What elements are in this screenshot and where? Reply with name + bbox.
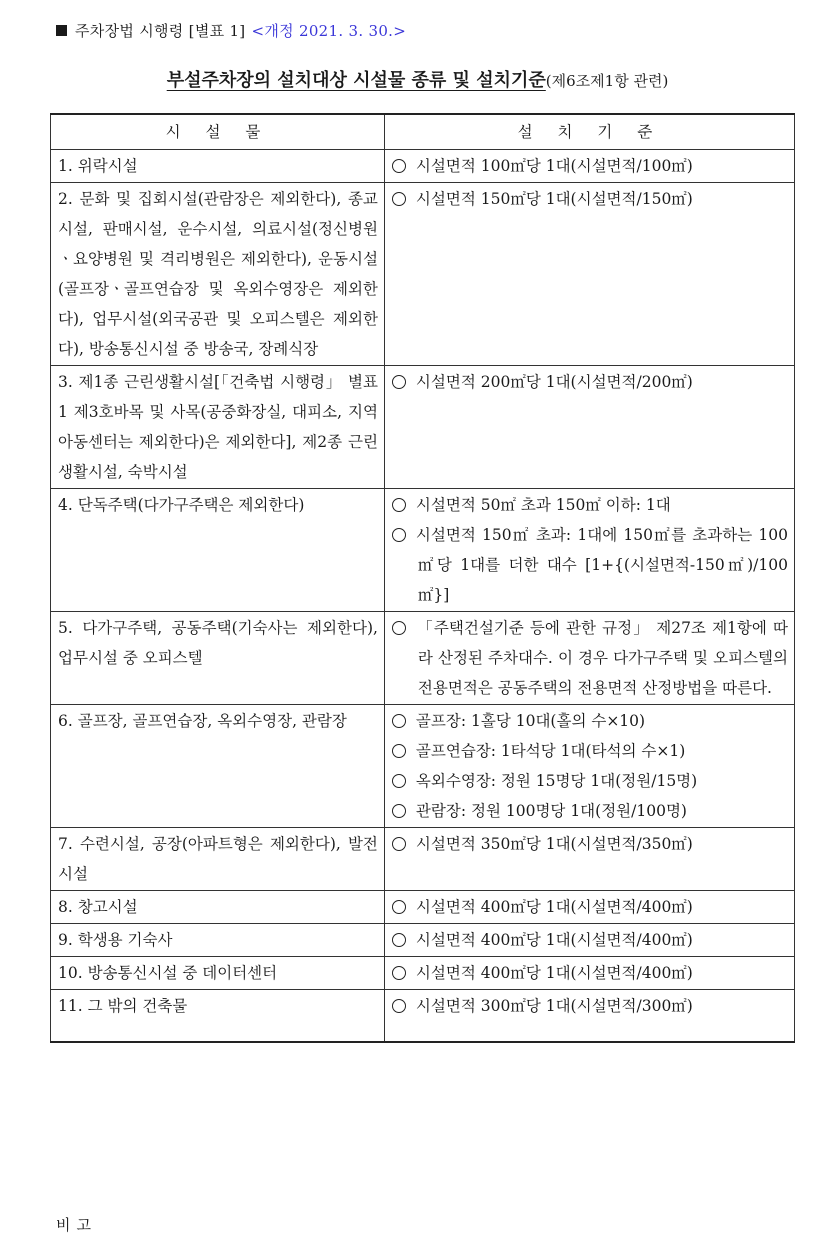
standard-item (392, 490, 788, 520)
standard-item (392, 991, 788, 1021)
facility-text: 2. 문화 및 집회시설(관람장은 제외한다), 종교시설, 판매시설, 운수시설, 의료시설(정신병원ㆍ요양병원 및 격리병원은 제외한다), 운동시설(골프장ㆍ골프연습장 및 옥외수영장은 제외한다), 업무시설(외국공관 및 오피스텔은 제외한다), 방송통신시설 중 방송국, 장례식장 (58, 190, 378, 358)
facility-text: 3. 제1종 근린생활시설[「건축법 시행령」 별표 1 제3호바목 및 사목(공중화장실, 대피소, 지역아동센터는 제외한다)은 제외한다], 제2종 근린생활시설, 숙박시설 (58, 373, 378, 481)
standard-cell (384, 612, 794, 705)
parking-standards-table (50, 113, 795, 1043)
table-row (51, 924, 795, 957)
standard-text: 시설면적 300㎡당 1대(시설면적/300㎡) (415, 997, 693, 1015)
standard-cell (384, 489, 794, 612)
standard-item (392, 184, 788, 214)
facility-text: 8. 창고시설 (58, 898, 138, 916)
standard-cell (384, 150, 794, 183)
table-row (51, 891, 795, 924)
standard-item (392, 796, 788, 826)
facility-cell (51, 990, 385, 1042)
column-header-facility: 시 설 물 (51, 114, 385, 150)
circle-bullet-icon (392, 621, 406, 635)
standard-cell (384, 828, 794, 891)
standard-text: 옥외수영장: 정원 15명당 1대(정원/15명) (415, 772, 698, 790)
table-row (51, 489, 795, 612)
facility-cell (51, 366, 385, 489)
standard-item (392, 925, 788, 955)
facility-cell (51, 705, 385, 828)
column-header-standard: 설 치 기 준 (384, 114, 794, 150)
standard-text: 골프연습장: 1타석당 1대(타석의 수×1) (415, 742, 686, 760)
standard-cell (384, 924, 794, 957)
standard-item (392, 736, 788, 766)
law-name: 주차장법 시행령 [별표 1] (75, 22, 246, 40)
facility-cell (51, 183, 385, 366)
table-row (51, 705, 795, 828)
facility-text: 7. 수련시설, 공장(아파트형은 제외한다), 발전시설 (58, 835, 378, 883)
standard-item (392, 367, 788, 397)
circle-bullet-icon (392, 744, 406, 758)
remarks-label: 비고 (56, 1216, 97, 1234)
page-subtitle: (제6조제1항 관련) (545, 72, 669, 90)
standard-text: 관람장: 정원 100명당 1대(정원/100명) (415, 802, 687, 820)
circle-bullet-icon (392, 159, 406, 173)
table-row (51, 183, 795, 366)
table-row (51, 957, 795, 990)
circle-bullet-icon (392, 900, 406, 914)
table-row (51, 612, 795, 705)
circle-bullet-icon (392, 966, 406, 980)
standard-item (392, 829, 788, 859)
facility-cell (51, 957, 385, 990)
standard-cell (384, 990, 794, 1042)
circle-bullet-icon (392, 714, 406, 728)
facility-cell (51, 828, 385, 891)
standard-text: 시설면적 400㎡당 1대(시설면적/400㎡) (415, 898, 693, 916)
circle-bullet-icon (392, 375, 406, 389)
standard-cell (384, 366, 794, 489)
facility-text: 11. 그 밖의 건축물 (58, 997, 188, 1015)
law-reference-header (56, 20, 406, 41)
circle-bullet-icon (392, 837, 406, 851)
facility-cell (51, 612, 385, 705)
standard-item (392, 520, 788, 610)
table-row (51, 990, 795, 1042)
standard-cell (384, 183, 794, 366)
facility-cell (51, 150, 385, 183)
facility-text: 6. 골프장, 골프연습장, 옥외수영장, 관람장 (58, 712, 347, 730)
facility-text: 4. 단독주택(다가구주택은 제외한다) (58, 496, 305, 514)
standard-text: 골프장: 1홀당 10대(홀의 수×10) (415, 712, 646, 730)
document-title (0, 66, 835, 92)
standard-cell (384, 957, 794, 990)
standard-item (392, 958, 788, 988)
facility-text: 10. 방송통신시설 중 데이터센터 (58, 964, 278, 982)
facility-text: 1. 위락시설 (58, 157, 138, 175)
standard-text: 시설면적 400㎡당 1대(시설면적/400㎡) (415, 964, 693, 982)
standard-item (392, 706, 788, 736)
standard-text: 「주택건설기준 등에 관한 규정」 제27조 제1항에 따라 산정된 주차대수. 이 경우 다가구주택 및 오피스텔의 전용면적은 공동주택의 전용면적 산정방법을 따른다. (415, 619, 788, 697)
table-header-row (51, 114, 795, 150)
standard-text: 시설면적 100㎡당 1대(시설면적/100㎡) (415, 157, 693, 175)
facility-cell (51, 924, 385, 957)
circle-bullet-icon (392, 933, 406, 947)
facility-cell (51, 891, 385, 924)
standard-item (392, 766, 788, 796)
facility-text: 9. 학생용 기숙사 (58, 931, 173, 949)
circle-bullet-icon (392, 999, 406, 1013)
square-bullet-icon (56, 25, 67, 36)
facility-text: 5. 다가구주택, 공동주택(기숙사는 제외한다), 업무시설 중 오피스텔 (58, 619, 378, 667)
circle-bullet-icon (392, 804, 406, 818)
circle-bullet-icon (392, 528, 406, 542)
table-row (51, 366, 795, 489)
standard-text: 시설면적 50㎡ 초과 150㎡ 이하: 1대 (415, 496, 671, 514)
facility-cell (51, 489, 385, 612)
standard-cell (384, 891, 794, 924)
standard-text: 시설면적 200㎡당 1대(시설면적/200㎡) (415, 373, 693, 391)
standard-cell (384, 705, 794, 828)
standard-text: 시설면적 400㎡당 1대(시설면적/400㎡) (415, 931, 693, 949)
standard-item (392, 613, 788, 703)
circle-bullet-icon (392, 774, 406, 788)
circle-bullet-icon (392, 498, 406, 512)
amendment-date-link[interactable]: <개정 2021. 3. 30.> (251, 22, 407, 40)
table-row (51, 828, 795, 891)
standard-item (392, 151, 788, 181)
standard-text: 시설면적 150㎡ 초과: 1대에 150㎡를 초과하는 100㎡당 1대를 더한 대수 [1+{(시설면적-150㎡)/100㎡}] (415, 526, 788, 604)
page-title: 부설주차장의 설치대상 시설물 종류 및 설치기준 (166, 70, 546, 91)
table-row (51, 150, 795, 183)
standard-text: 시설면적 350㎡당 1대(시설면적/350㎡) (415, 835, 693, 853)
standard-item (392, 892, 788, 922)
standard-text: 시설면적 150㎡당 1대(시설면적/150㎡) (415, 190, 693, 208)
circle-bullet-icon (392, 192, 406, 206)
